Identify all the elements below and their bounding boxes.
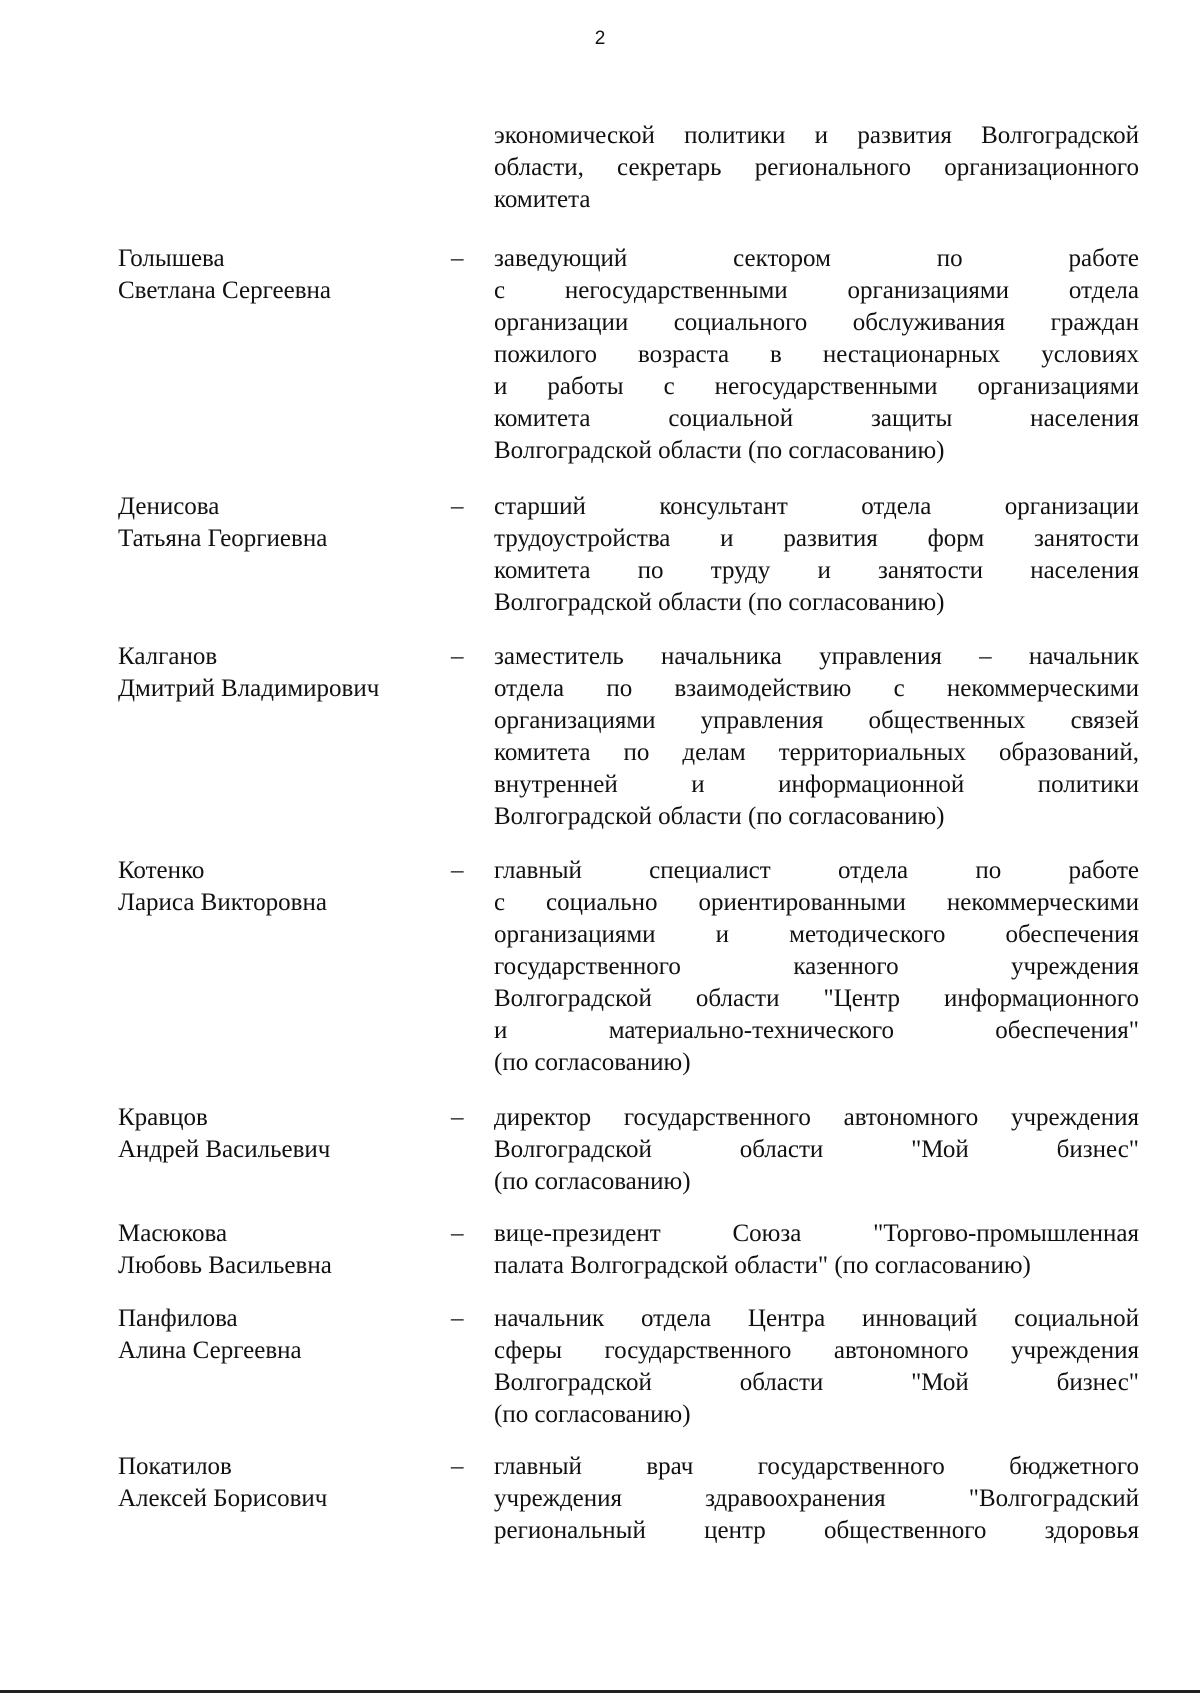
continuation-line: экономической политики и развития Волгоградской	[494, 122, 1139, 149]
member-given-name: Татьяна Георгиевна	[118, 525, 328, 552]
member-name	[118, 491, 448, 555]
member-given-name: Любовь Васильевна	[118, 1252, 332, 1279]
dash-separator: –	[451, 245, 464, 272]
member-given-name: Алексей Борисович	[118, 1485, 328, 1512]
position-line: организациями и методического обеспечения	[494, 921, 1139, 948]
member-surname: Панфилова	[118, 1305, 238, 1332]
position-line: трудоустройства и развития форм занятости	[494, 525, 1139, 552]
position-line: Волгоградской области "Мой бизнес"	[494, 1136, 1139, 1163]
position-line: заместитель начальника управления – начальник	[494, 643, 1139, 670]
position-line: отдела по взаимодействию с некоммерческими	[494, 675, 1139, 702]
continuation-line: комитета	[494, 186, 591, 213]
position-line: комитета по труду и занятости населения	[494, 557, 1139, 584]
member-surname: Кравцов	[118, 1104, 208, 1131]
member-surname: Калганов	[118, 643, 218, 670]
member-position	[494, 1303, 1139, 1431]
member-name	[118, 1451, 448, 1515]
member-position	[494, 855, 1139, 1079]
position-line: Волгоградской области (по согласованию)	[494, 803, 945, 830]
position-line: организации социального обслуживания граждан	[494, 309, 1139, 336]
position-line: с социально ориентированными некоммерческими	[494, 889, 1139, 916]
position-line: главный врач государственного бюджетного	[494, 1453, 1139, 1480]
position-line: комитета по делам территориальных образований,	[494, 739, 1139, 766]
dash-separator: –	[451, 1305, 464, 1332]
dash-separator: –	[451, 1104, 464, 1131]
continuation-line: области, секретарь регионального организационного	[494, 154, 1139, 181]
member-given-name: Дмитрий Владимирович	[118, 675, 380, 702]
position-line: (по согласованию)	[494, 1168, 691, 1195]
member-given-name: Светлана Сергеевна	[118, 277, 332, 304]
member-position	[494, 243, 1139, 467]
position-line: (по согласованию)	[494, 1049, 691, 1076]
member-surname: Котенко	[118, 857, 205, 884]
position-line: начальник отдела Центра инноваций социальной	[494, 1305, 1139, 1332]
member-name	[118, 1303, 448, 1367]
position-line: старший консультант отдела организации	[494, 493, 1139, 520]
member-name	[118, 641, 448, 705]
member-given-name: Алина Сергеевна	[118, 1337, 302, 1364]
member-name	[118, 1102, 448, 1166]
member-surname: Покатилов	[118, 1453, 232, 1480]
page-bottom-rule	[0, 1690, 1200, 1693]
position-line: Волгоградской области (по согласованию)	[494, 437, 945, 464]
member-surname: Масюкова	[118, 1220, 228, 1247]
member-name	[118, 855, 448, 919]
position-line: Волгоградской области "Мой бизнес"	[494, 1369, 1139, 1396]
position-line: учреждения здравоохранения "Волгоградский	[494, 1485, 1139, 1512]
position-line: и материально-технического обеспечения"	[494, 1017, 1139, 1044]
position-line: палата Волгоградской области" (по согласованию)	[494, 1252, 1031, 1279]
position-line: государственного казенного учреждения	[494, 953, 1139, 980]
member-position	[494, 1218, 1139, 1282]
member-name	[118, 1218, 448, 1282]
member-given-name: Лариса Викторовна	[118, 889, 327, 916]
position-line: комитета социальной защиты населения	[494, 405, 1139, 432]
member-name	[118, 243, 448, 307]
member-position	[494, 1102, 1139, 1198]
position-line: директор государственного автономного учреждения	[494, 1104, 1139, 1131]
position-line: региональный центр общественного здоровья	[494, 1517, 1139, 1544]
position-line: главный специалист отдела по работе	[494, 857, 1139, 884]
position-line: сферы государственного автономного учреждения	[494, 1337, 1139, 1364]
position-line: внутренней и информационной политики	[494, 771, 1139, 798]
dash-separator: –	[451, 1453, 464, 1480]
position-line: пожилого возраста в нестационарных условиях	[494, 341, 1139, 368]
continuation-text	[494, 120, 1139, 216]
member-position	[494, 641, 1139, 833]
position-line: и работы с негосударственными организациями	[494, 373, 1139, 400]
position-line: вице-президент Союза "Торгово-промышленная	[494, 1220, 1139, 1247]
position-line: организациями управления общественных связей	[494, 707, 1139, 734]
position-line: Волгоградской области "Центр информационного	[494, 985, 1139, 1012]
dash-separator: –	[451, 643, 464, 670]
member-position	[494, 1451, 1139, 1547]
dash-separator: –	[451, 493, 464, 520]
page-number: 2	[594, 28, 606, 49]
member-surname: Голышева	[118, 245, 225, 272]
member-position	[494, 491, 1139, 619]
position-line: Волгоградской области (по согласованию)	[494, 589, 945, 616]
position-line: заведующий сектором по работе	[494, 245, 1139, 272]
dash-separator: –	[451, 1220, 464, 1247]
position-line: с негосударственными организациями отдела	[494, 277, 1139, 304]
member-given-name: Андрей Васильевич	[118, 1136, 331, 1163]
member-surname: Денисова	[118, 493, 220, 520]
dash-separator: –	[451, 857, 464, 884]
position-line: (по согласованию)	[494, 1401, 691, 1428]
